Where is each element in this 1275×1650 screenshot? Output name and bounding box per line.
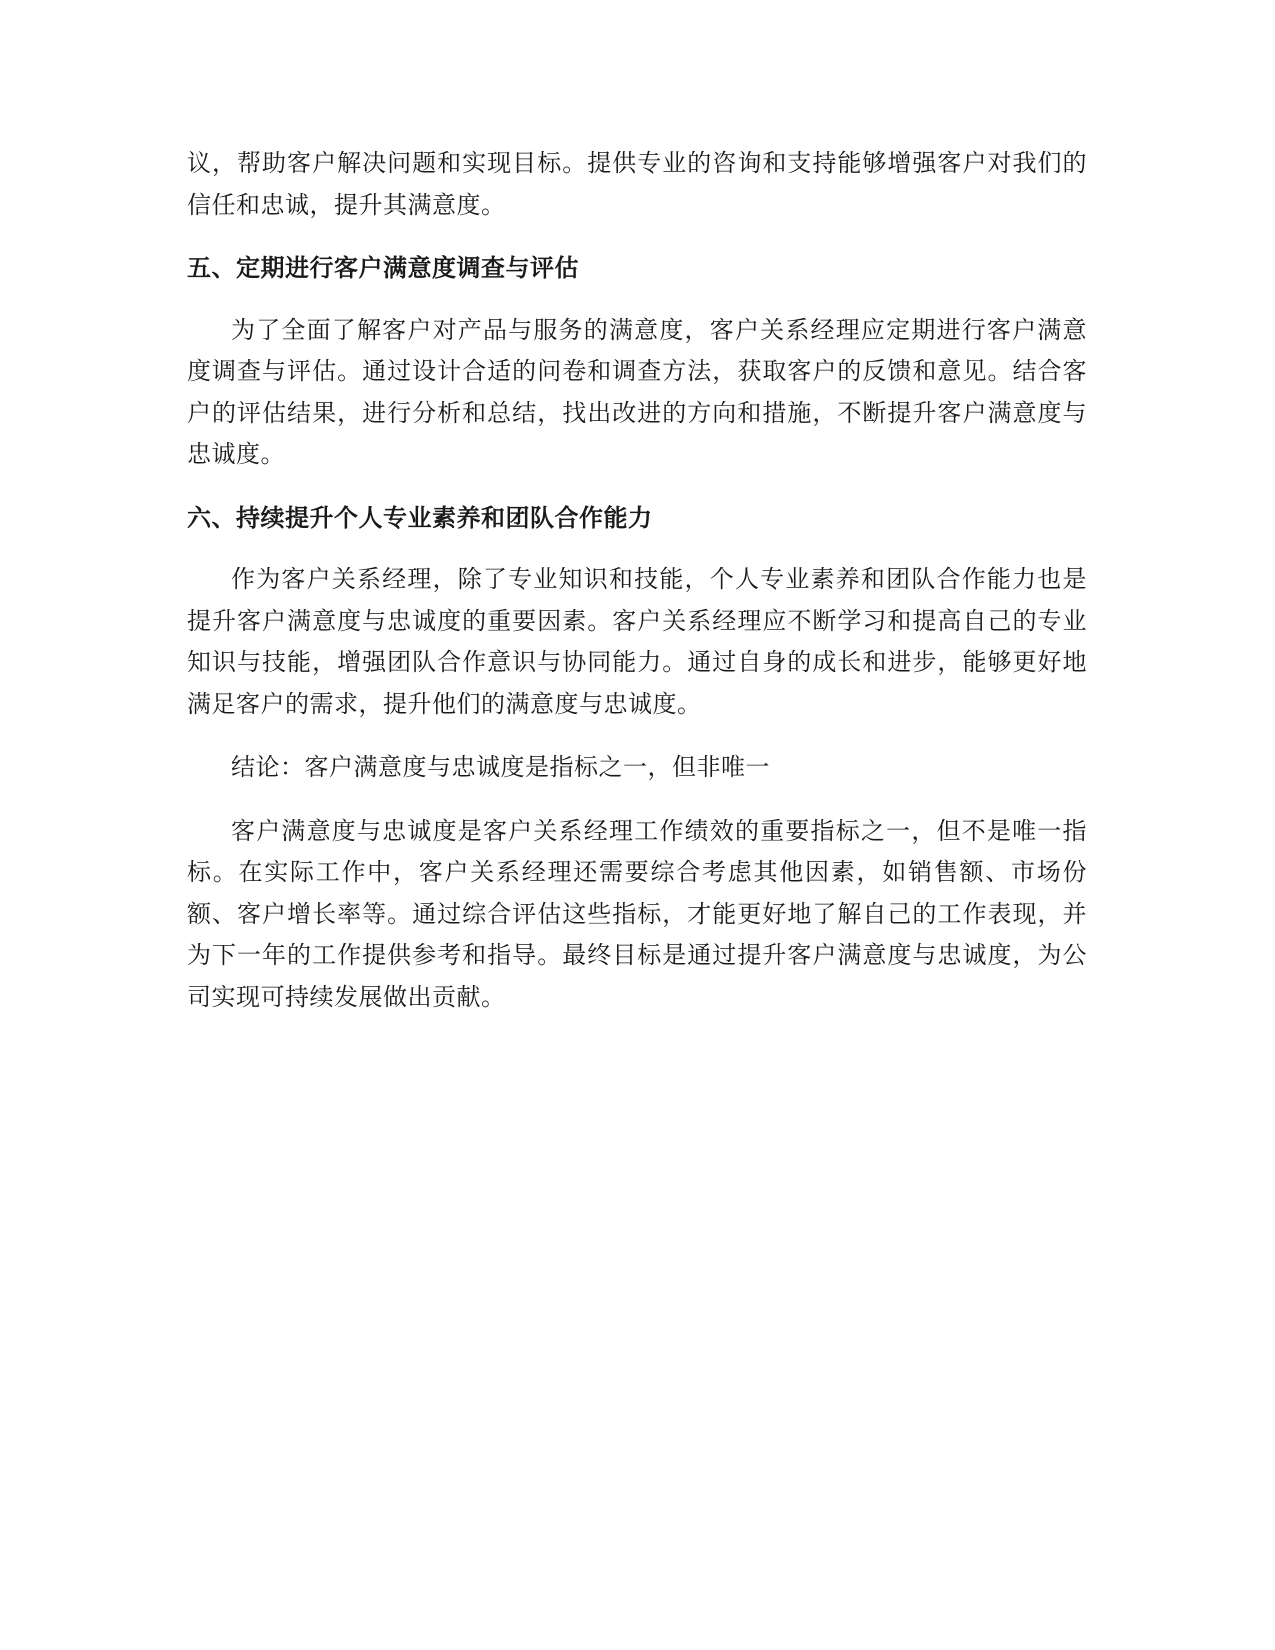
document-page (187, 143, 1087, 1018)
conclusion-paragraph: 客户满意度与忠诚度是客户关系经理工作绩效的重要指标之一，但不是唯一指标。在实际工作中，客户关系经理还需要综合考虑其他因素，如销售额、市场份额、客户增长率等。通过综合评估这些指标，才能更好地了解自己的工作表现，并为下一年的工作提供参考和指导。最终目标是通过提升客户满意度与忠诚度，为公司实现可持续发展做出贡献。 (187, 816, 1087, 1011)
continuation-paragraph: 议，帮助客户解决问题和实现目标。提供专业的咨询和支持能够增强客户对我们的信任和忠诚，提升其满意度。 (187, 149, 1087, 219)
section-6-paragraph: 作为客户关系经理，除了专业知识和技能，个人专业素养和团队合作能力也是提升客户满意度与忠诚度的重要因素。客户关系经理应不断学习和提高自己的专业知识与技能，增强团队合作意识与协同能力。通过自身的成长和进步，能够更好地满足客户的需求，提升他们的满意度与忠诚度。 (187, 565, 1087, 718)
section-5-heading: 五、定期进行客户满意度调查与评估 (187, 254, 579, 282)
conclusion-heading: 结论：客户满意度与忠诚度是指标之一，但非唯一 (231, 753, 770, 781)
section-6-heading: 六、持续提升个人专业素养和团队合作能力 (187, 503, 653, 532)
section-5-paragraph: 为了全面了解客户对产品与服务的满意度，客户关系经理应定期进行客户满意度调查与评估。通过设计合适的问卷和调查方法，获取客户的反馈和意见。结合客户的评估结果，进行分析和总结，找出改进的方向和措施，不断提升客户满意度与忠诚度。 (187, 315, 1087, 468)
